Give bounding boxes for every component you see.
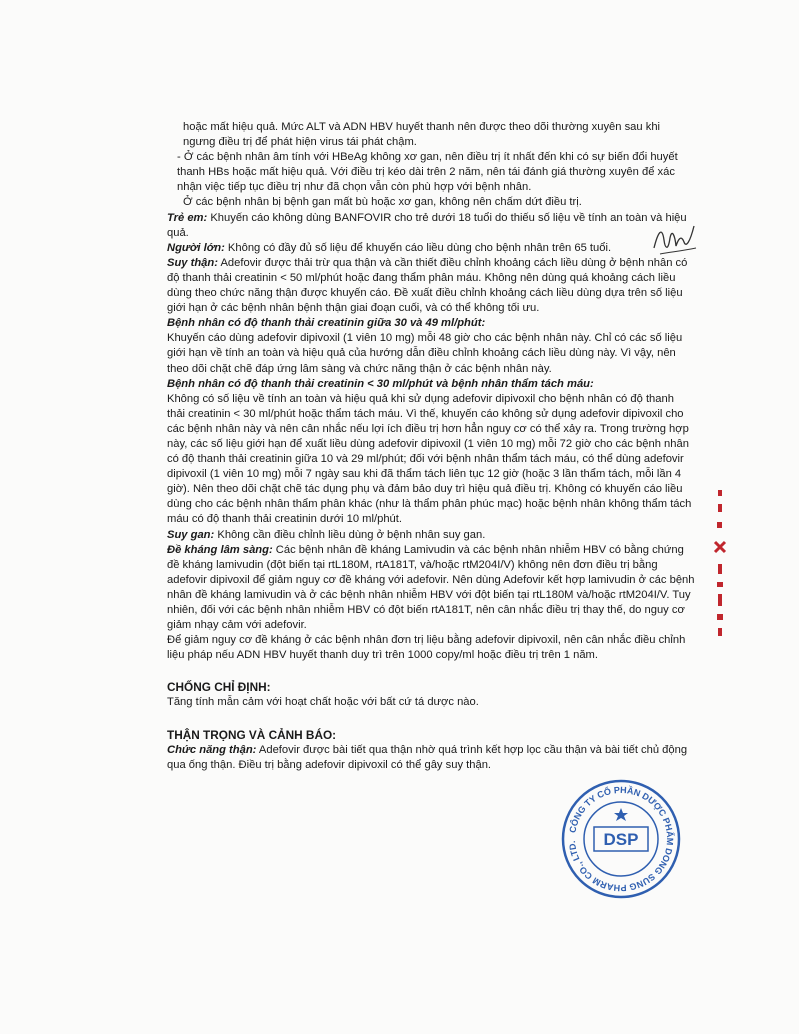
document-body	[167, 120, 695, 773]
label-children: Trẻ em:	[167, 211, 208, 224]
label-adults: Người lớn:	[167, 241, 225, 254]
text-hepatic-impairment: Không cần điều chỉnh liều dùng ở bệnh nhân suy gan.	[214, 528, 486, 541]
paragraph-renal-function	[167, 743, 695, 773]
paragraph-creatinine-lt30: Không có số liệu về tính an toàn và hiệu quả khi sử dụng adefovir dipivoxil cho bệnh nhân có độ thanh thải creatinin < 30 ml/phút hoặc thẩm tách máu. Vì thế, khuyến cáo không sử dụng adefovir dipivoxil cho các bệnh nhân này và nên cân nhắc nếu lợi ích điều trị hơn hẳn nguy cơ có thể xảy ra. Trong trường hợp này, các số liệu giới hạn để xuất liều dùng adefovir dipivoxil (1 viên 10 mg) mỗi 72 giờ cho các bệnh nhân có độ thanh thải creatinin giữa 10 và 29 ml/phút; đối với bệnh nhân thẩm tách máu, có thể dùng adefovir dipivoxil (1 viên 10 mg) mỗi 7 ngày sau khi đã thẩm tách liên tục 12 giờ (hoặc 3 lần thẩm tách, mỗi lần 4 giờ). Nên theo dõi chặt chẽ tác dụng phụ và đảm bảo duy trì hiệu quả điều trị. Không có khuyến cáo liều dùng cho các bệnh nhân thẩm phân khác (như là thẩm phân phúc mạc) hoặc bệnh nhân không thẩm tách máu có độ thanh thải creatinin dưới 10 ml/phút.	[167, 392, 692, 526]
paragraph-adults	[167, 241, 695, 256]
paragraph-creatinine-30-49: Khuyến cáo dùng adefovir dipivoxil (1 viên 10 mg) mỗi 48 giờ cho các bệnh nhân này. Chỉ có các số liệu giới hạn về tính an toàn và hiệu quả của hướng dẫn điều chỉnh khoảng cách liều dùng này. Vì vậy, nên theo dõi chặt chẽ đáp ứng lâm sàng và chức năng thận ở các bệnh nhân này.	[167, 332, 683, 375]
paragraph-clinical-resistance	[167, 543, 695, 634]
heading-contraindications: CHỐNG CHỈ ĐỊNH:	[167, 680, 271, 695]
label-hepatic-impairment: Suy gan:	[167, 528, 215, 541]
heading-creatinine-lt30: Bệnh nhân có độ thanh thải creatinin < 30 ml/phút và bệnh nhân thẩm tách máu:	[167, 377, 594, 390]
paragraph-renal-impairment	[167, 256, 695, 316]
paragraph-followup: hoặc mất hiệu quả. Mức ALT và ADN HBV huyết thanh nên được theo dõi thường xuyên sau khi ngưng điều trị để phát hiện virus tái phát chậm.	[183, 121, 661, 149]
spacer	[167, 663, 695, 670]
text-renal-function: Adefovir được bài tiết qua thận nhờ quá trình kết hợp lọc cầu thận và bài tiết chủ động qua ống thận. Điều trị bằng adefovir dipivoxil có thể gây suy thận.	[167, 743, 688, 771]
signature-icon	[648, 218, 700, 262]
company-stamp-icon	[560, 778, 682, 900]
paragraph-contraindications: Tăng tính mẫn cảm với hoạt chất hoặc với bất cứ tá dược nào.	[167, 696, 479, 709]
paragraph-hepatic-impairment	[167, 528, 695, 543]
text-renal-impairment: Adefovir được thải trừ qua thận và cần thiết điều chỉnh khoảng cách liều dùng ở bệnh nhân có độ thanh thải creatinin < 50 ml/phút hoặc đang thẩm phân máu. Không nên dùng quá khoảng cách liều dùng theo chức năng thận được khuyến cáo. Đề xuất điều chỉnh khoảng cách liều dùng dựa trên số liệu giới hạn ở các bệnh nhân bệnh thận giai đoạn cuối, và có thể không tối ưu.	[167, 256, 688, 315]
stamp-ring-text: CÔNG TY CỔ PHẦN DƯỢC PHẨM DONG SUNG PHARM CO., LTD.	[567, 784, 676, 894]
heading-precautions: THẬN TRỌNG VÀ CẢNH BÁO:	[167, 727, 337, 742]
spacer	[167, 711, 695, 718]
heading-creatinine-30-49: Bệnh nhân có độ thanh thải creatinin giữa 30 và 49 ml/phút:	[167, 317, 486, 330]
label-renal-function: Chức năng thận:	[167, 743, 257, 756]
red-marks-icon	[712, 490, 728, 640]
text-clinical-resistance: Các bệnh nhân đề kháng Lamivudin và các bệnh nhân nhiễm HBV có bằng chứng đề kháng lamivudin (đột biến tại rtL180M, rtA181T, và/hoặc rtM204I/V) không nên đơn điều trị bằng adefovir dipivoxil để giảm nguy cơ đề kháng với adefovir. Nên dùng Adefovir kết hợp lamivudin ở các bệnh nhân đề kháng lamivudin và ở các bệnh nhân nhiễm HBV với đột biến tại rtL180M và/hoặc rtM204I/V. Tuy nhiên, đối với các bệnh nhân nhiễm HBV có đột biến rtA181T, nên cân nhắc điều trị thay thế, do nguy cơ giảm nhạy cảm với adefovir.	[167, 543, 695, 632]
paragraph-hbeag-negative: - Ở các bệnh nhân âm tính với HBeAg không xơ gan, nên điều trị ít nhất đến khi có sự biến đổi huyết thanh HBs hoặc mất hiệu quả. Với điều trị kéo dài trên 2 năm, nên tái đánh giá thường xuyên để xác nhận việc tiếp tục điều trị như đã chọn vẫn còn phù hợp với bệnh nhân.	[177, 151, 678, 194]
paragraph-children	[167, 211, 695, 241]
stamp-center-text: DSP	[603, 830, 639, 849]
label-renal-impairment: Suy thận:	[167, 256, 218, 269]
label-clinical-resistance: Đề kháng lâm sàng:	[167, 543, 273, 556]
text-children: Khuyến cáo không dùng BANFOVIR cho trẻ dưới 18 tuổi do thiếu số liệu về tính an toàn và hiệu quả.	[167, 211, 687, 239]
paragraph-reduce-risk: Để giảm nguy cơ đề kháng ở các bệnh nhân đơn trị liệu bằng adefovir dipivoxil, nên cân nhắc điều chỉnh liệu pháp nếu ADN HBV huyết thanh duy trì trên 1000 copy/ml hoặc điều trị trên 1 năm.	[167, 634, 686, 662]
text-adults: Không có đầy đủ số liệu để khuyến cáo liều dùng cho bệnh nhân trên 65 tuổi.	[224, 241, 612, 254]
paragraph-decompensated: Ở các bệnh nhân bị bệnh gan mất bù hoặc xơ gan, không nên chấm dứt điều trị.	[183, 196, 582, 209]
